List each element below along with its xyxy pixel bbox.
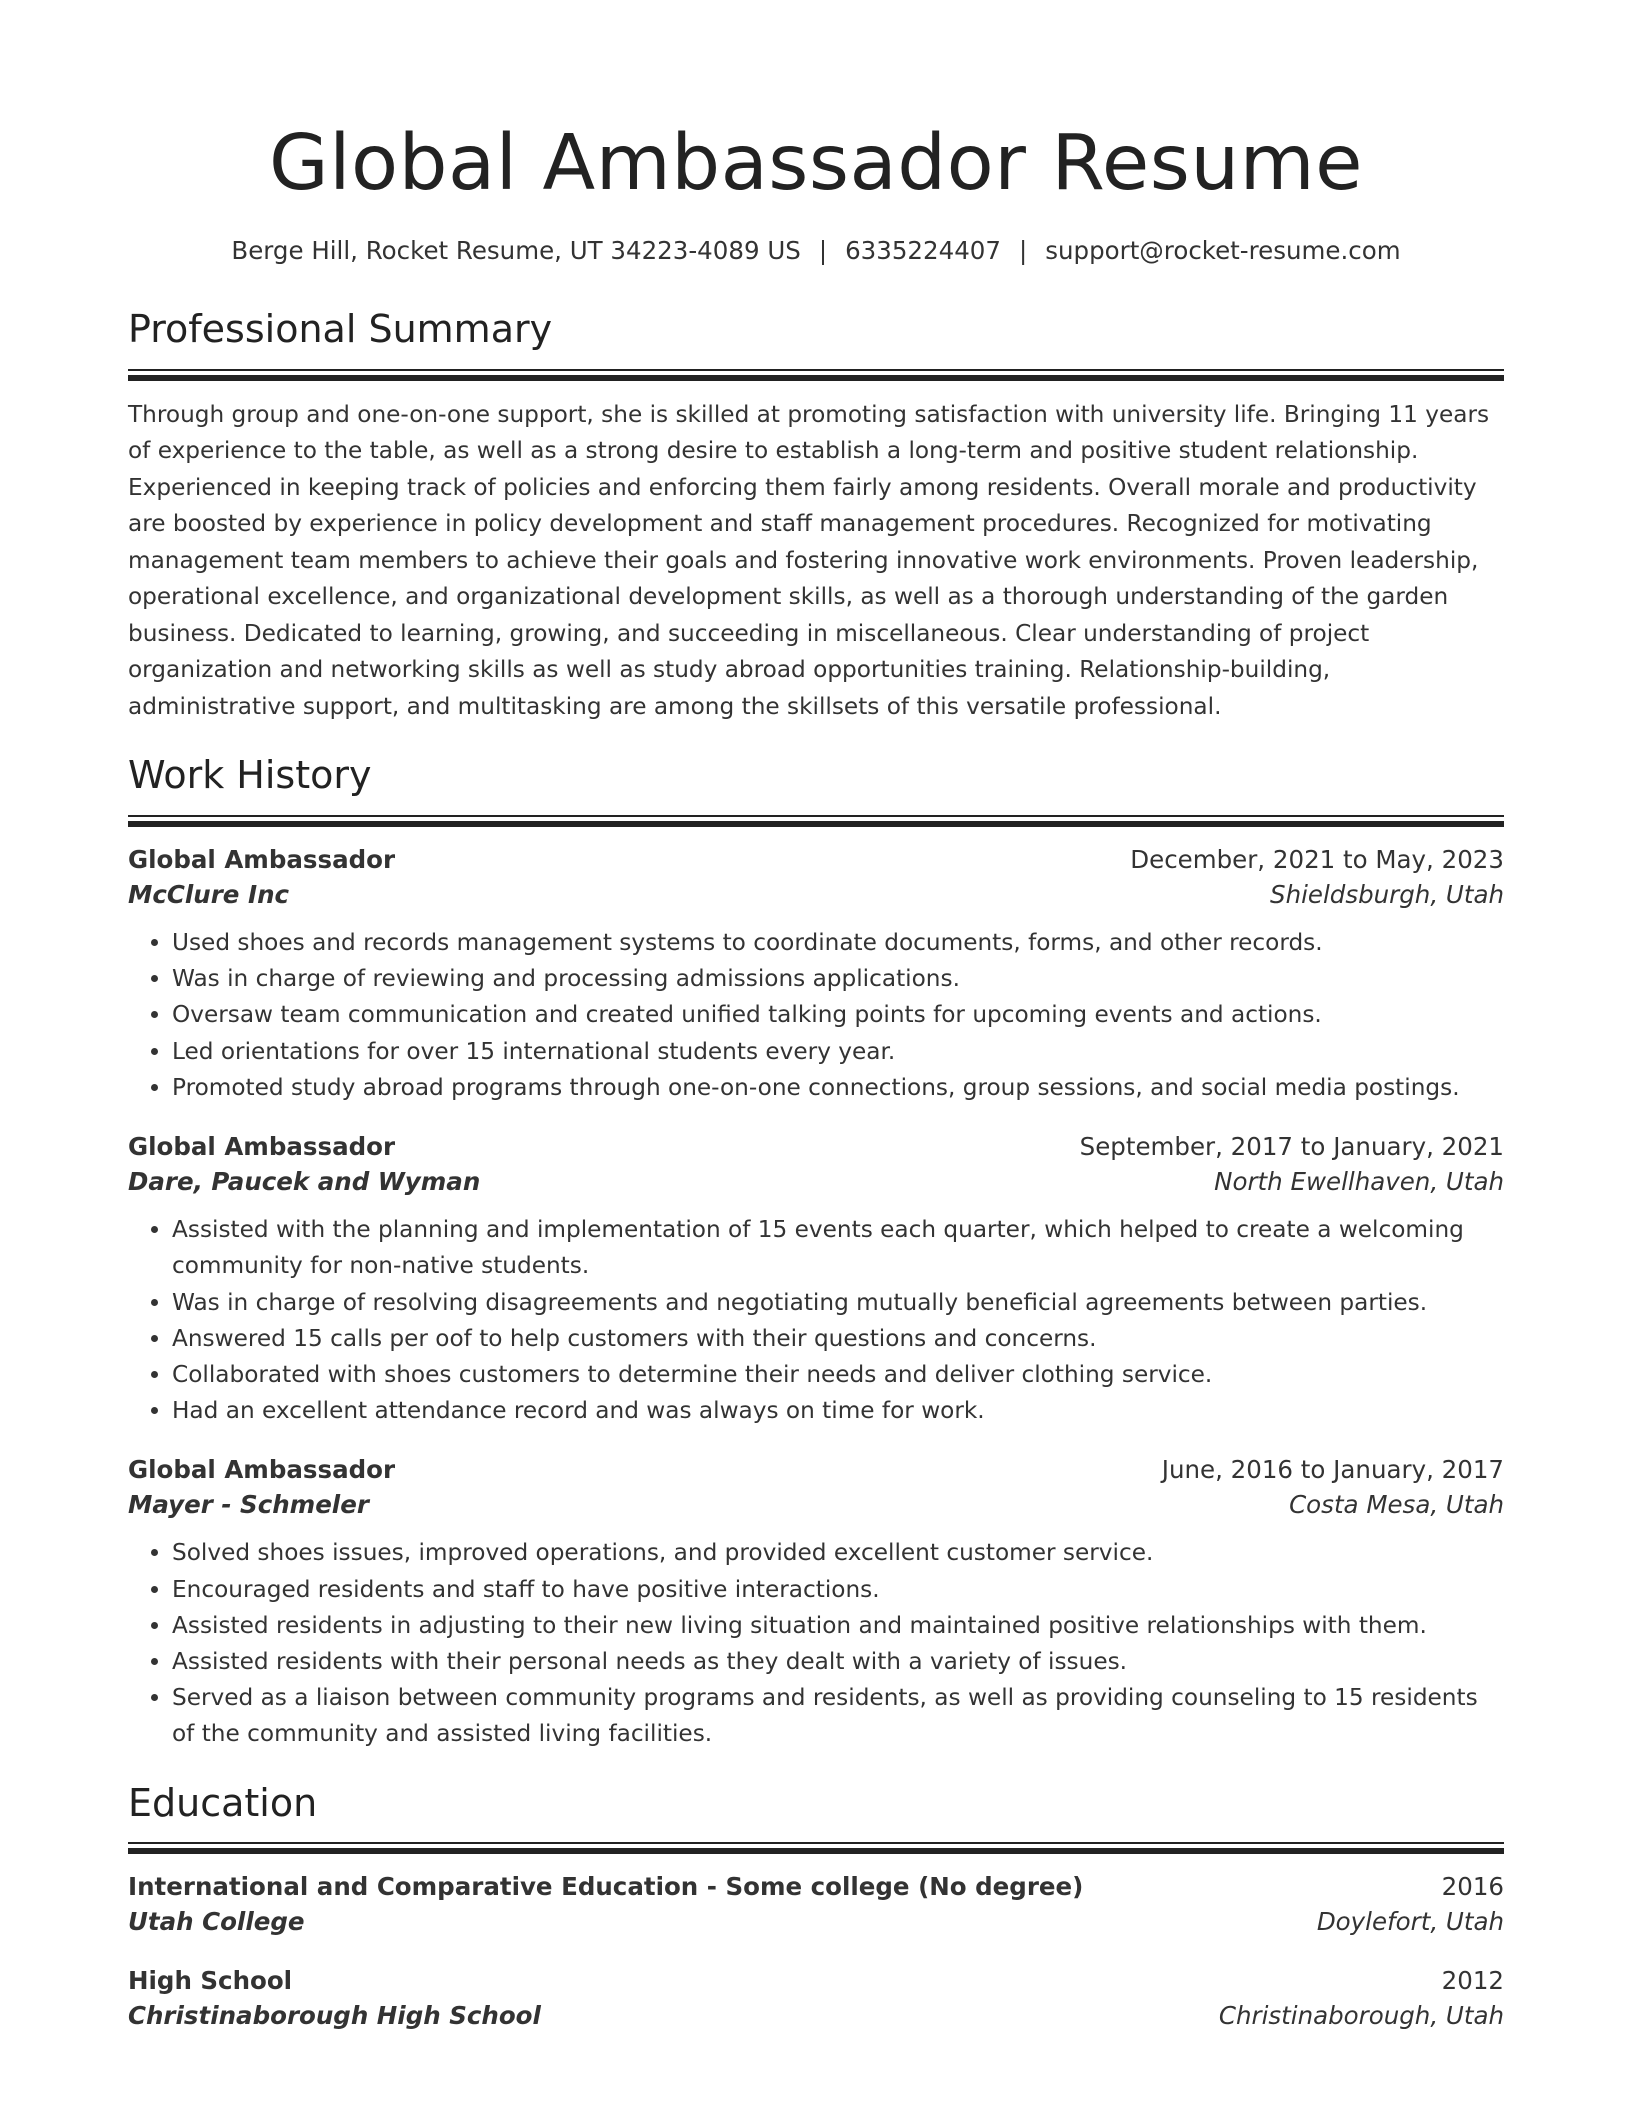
list-item: • Was in charge of reviewing and processing admissions applications. bbox=[172, 961, 1504, 997]
job-company: Mayer - Schmeler bbox=[128, 1490, 369, 1520]
education-section bbox=[128, 1781, 1504, 2031]
list-item: • Served as a liaison between community programs and residents, as well as providing counseling to 15 residents of the community and assisted living facilities. bbox=[172, 1680, 1504, 1752]
summary-section bbox=[128, 307, 1504, 725]
education-degree: International and Comparative Education - Some college (No degree) bbox=[128, 1872, 1084, 1902]
job-company: McClure Inc bbox=[128, 880, 290, 910]
contact-address: Berge Hill, Rocket Resume, UT 34223-4089 US bbox=[231, 236, 801, 266]
contact-phone: 6335224407 bbox=[845, 236, 1001, 266]
list-item: • Answered 15 calls per oof to help customers with their questions and concerns. bbox=[172, 1321, 1504, 1357]
contact-separator: | bbox=[1018, 236, 1028, 266]
list-item: • Solved shoes issues, improved operations, and provided excellent customer service. bbox=[172, 1535, 1504, 1571]
summary-heading: Professional Summary bbox=[128, 307, 553, 352]
education-entry bbox=[128, 1966, 1504, 2030]
job-bullets bbox=[128, 925, 1504, 1106]
job-entry bbox=[128, 845, 1504, 1106]
education-heading: Education bbox=[128, 1780, 318, 1825]
education-school: Christinaborough High School bbox=[128, 2001, 541, 2031]
job-location: Shieldsburgh, Utah bbox=[1270, 880, 1504, 910]
work-history-heading: Work History bbox=[128, 753, 372, 798]
list-item: • Used shoes and records management systems to coordinate documents, forms, and other records. bbox=[172, 925, 1504, 961]
list-item: • Was in charge of resolving disagreements and negotiating mutually beneficial agreements between parties. bbox=[172, 1285, 1504, 1321]
job-dates: December, 2021 to May, 2023 bbox=[1130, 845, 1504, 875]
education-location: Doylefort, Utah bbox=[1316, 1907, 1504, 1937]
summary-text: Through group and one-on-one support, she is skilled at promoting satisfaction with university life. Bringing 11 years of experience to the table, as well as a strong desire to establish a long-term and positive student relationship. Experienced in keeping track of policies and enforcing them fairly among residents. Overall morale and productivity are boosted by experience in policy development and staff management procedures. Recognized for motivating management team members to achieve their goals and fostering innovative work environments. Proven leadership, operational excellence, and organizational development skills, as well as a thorough understanding of the garden business. Dedicated to learning, growing, and succeeding in miscellaneous. Clear understanding of project organization and networking skills as well as study abroad opportunities training. Relationship-building, administrative support, and multitasking are among the skillsets of this versatile professional. bbox=[128, 400, 1490, 720]
list-item: • Collaborated with shoes customers to determine their needs and deliver clothing service. bbox=[172, 1357, 1504, 1393]
section-divider bbox=[128, 1842, 1504, 1854]
education-year: 2012 bbox=[1441, 1966, 1504, 1996]
job-dates: June, 2016 to January, 2017 bbox=[1161, 1455, 1504, 1485]
job-location: Costa Mesa, Utah bbox=[1289, 1490, 1504, 1520]
section-divider bbox=[128, 815, 1504, 827]
list-item: • Encouraged residents and staff to have positive interactions. bbox=[172, 1572, 1504, 1608]
contact-line bbox=[128, 236, 1504, 265]
list-item: • Promoted study abroad programs through one-on-one connections, group sessions, and social media postings. bbox=[172, 1070, 1504, 1106]
list-item: • Oversaw team communication and created unified talking points for upcoming events and actions. bbox=[172, 997, 1504, 1033]
job-company: Dare, Paucek and Wyman bbox=[128, 1167, 481, 1197]
job-entry bbox=[128, 1455, 1504, 1752]
education-degree: High School bbox=[128, 1966, 293, 1996]
job-entry bbox=[128, 1132, 1504, 1429]
work-history-section bbox=[128, 753, 1504, 1752]
resume-title: Global Ambassador Resume bbox=[268, 119, 1364, 208]
list-item: • Assisted residents with their personal needs as they dealt with a variety of issues. bbox=[172, 1644, 1504, 1680]
education-year: 2016 bbox=[1441, 1872, 1504, 1902]
education-school: Utah College bbox=[128, 1907, 305, 1937]
section-divider bbox=[128, 369, 1504, 381]
list-item: • Assisted with the planning and implementation of 15 events each quarter, which helped to create a welcoming community for non-native students. bbox=[172, 1212, 1504, 1284]
job-title: Global Ambassador bbox=[128, 845, 396, 875]
job-bullets bbox=[128, 1212, 1504, 1429]
list-item: • Had an excellent attendance record and was always on time for work. bbox=[172, 1393, 1504, 1429]
job-location: North Ewellhaven, Utah bbox=[1214, 1167, 1504, 1197]
list-item: • Assisted residents in adjusting to their new living situation and maintained positive relationships with them. bbox=[172, 1608, 1504, 1644]
contact-email: support@rocket-resume.com bbox=[1045, 236, 1401, 266]
job-bullets bbox=[128, 1535, 1504, 1752]
job-title: Global Ambassador bbox=[128, 1455, 396, 1485]
list-item: • Led orientations for over 15 international students every year. bbox=[172, 1034, 1504, 1070]
education-location: Christinaborough, Utah bbox=[1218, 2001, 1504, 2031]
education-entry bbox=[128, 1872, 1504, 1936]
contact-separator: | bbox=[818, 236, 828, 266]
job-dates: September, 2017 to January, 2021 bbox=[1079, 1132, 1504, 1162]
job-title: Global Ambassador bbox=[128, 1132, 396, 1162]
